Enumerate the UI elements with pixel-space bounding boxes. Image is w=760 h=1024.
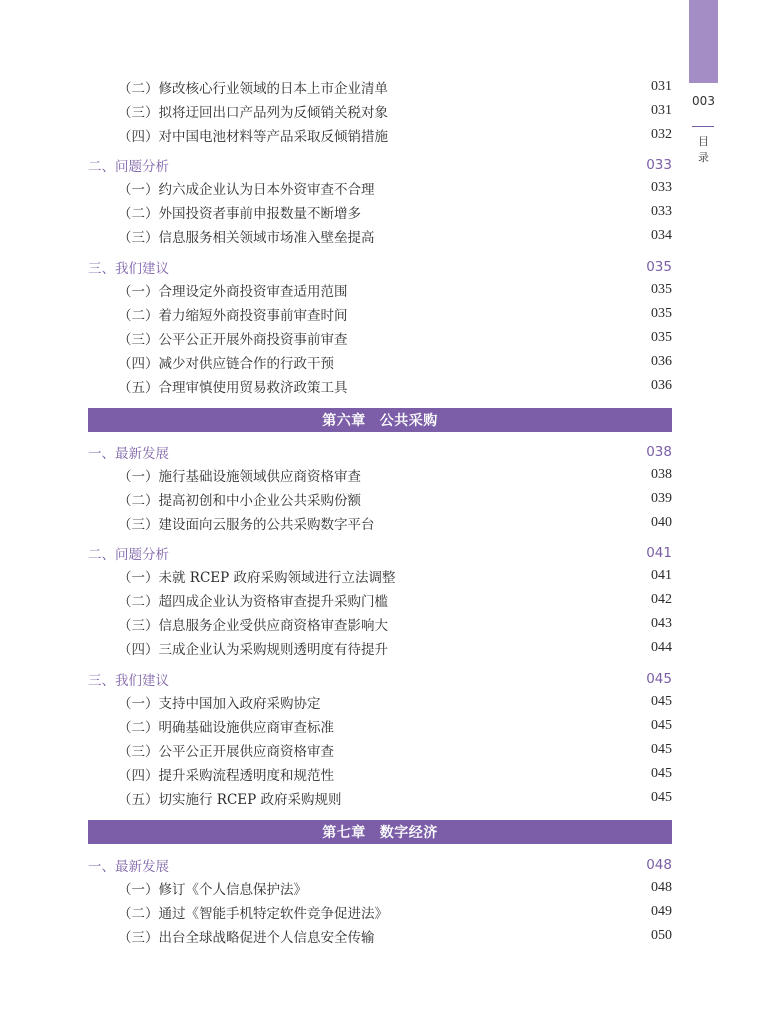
toc-item-row[interactable] <box>88 589 672 611</box>
side-label-char: 录 <box>698 151 709 164</box>
toc-item-row[interactable] <box>88 565 672 587</box>
toc-item-row[interactable] <box>88 76 672 98</box>
page-reference: 033 <box>651 180 672 195</box>
toc-item-row[interactable] <box>88 901 672 923</box>
page-reference: 048 <box>646 857 672 873</box>
page-reference: 048 <box>651 880 672 895</box>
item-title: （一）施行基础设施领域供应商资格审查 <box>118 469 361 485</box>
toc-section-row[interactable] <box>88 441 672 463</box>
page-reference: 038 <box>646 444 672 460</box>
item-title: （一）修订《个人信息保护法》 <box>118 882 307 898</box>
page-reference: 035 <box>651 330 672 345</box>
toc-item-row[interactable] <box>88 327 672 349</box>
item-title: （三）公平公正开展供应商资格审查 <box>118 744 334 760</box>
toc-item-row[interactable] <box>88 201 672 223</box>
item-title: （四）对中国电池材料等产品采取反倾销措施 <box>118 129 388 145</box>
page-reference: 035 <box>651 306 672 321</box>
side-divider <box>692 126 714 127</box>
page-reference: 034 <box>651 228 672 243</box>
item-title: （三）信息服务企业受供应商资格审查影响大 <box>118 618 388 634</box>
page-reference: 035 <box>651 282 672 297</box>
item-title: （二）修改核心行业领域的日本上市企业清单 <box>118 81 388 97</box>
toc-item-row[interactable] <box>88 925 672 947</box>
toc-section-row[interactable] <box>88 256 672 278</box>
section-title: 三、我们建议 <box>88 261 169 277</box>
page-reference: 045 <box>651 790 672 805</box>
chapter-heading <box>88 408 672 432</box>
toc-item-row[interactable] <box>88 225 672 247</box>
item-title: （二）明确基础设施供应商审查标准 <box>118 720 334 736</box>
page-reference: 039 <box>651 491 672 506</box>
page-reference: 045 <box>651 766 672 781</box>
item-title: （二）通过《智能手机特定软件竞争促进法》 <box>118 906 388 922</box>
page-reference: 045 <box>651 694 672 709</box>
item-title: （二）外国投资者事前申报数量不断增多 <box>118 206 361 222</box>
page-reference: 032 <box>651 127 672 142</box>
page-reference: 041 <box>651 568 672 583</box>
page-reference: 041 <box>646 545 672 561</box>
chapter-number: 第七章 <box>322 825 366 841</box>
item-title: （三）公平公正开展外商投资事前审查 <box>118 332 348 348</box>
item-title: （四）三成企业认为采购规则透明度有待提升 <box>118 642 388 658</box>
chapter-title: 数字经济 <box>379 825 438 841</box>
page-reference: 038 <box>651 467 672 482</box>
item-title: （三）拟将迂回出口产品列为反倾销关税对象 <box>118 105 388 121</box>
toc-item-row[interactable] <box>88 124 672 146</box>
page-reference: 033 <box>646 157 672 173</box>
toc-item-row[interactable] <box>88 279 672 301</box>
section-title: 二、问题分析 <box>88 547 169 563</box>
item-title: （一）合理设定外商投资审查适用范围 <box>118 284 348 300</box>
item-title: （一）支持中国加入政府采购协定 <box>118 696 321 712</box>
toc-item-row[interactable] <box>88 464 672 486</box>
toc-section-row[interactable] <box>88 668 672 690</box>
toc-item-row[interactable] <box>88 715 672 737</box>
page-reference: 036 <box>651 378 672 393</box>
toc-section-row[interactable] <box>88 542 672 564</box>
item-title: （二）提高初创和中小企业公共采购份额 <box>118 493 361 509</box>
item-title: （二）超四成企业认为资格审查提升采购门槛 <box>118 594 388 610</box>
page-reference: 031 <box>651 79 672 94</box>
item-title: （三）信息服务相关领域市场准入壁垒提高 <box>118 230 375 246</box>
toc-item-row[interactable] <box>88 763 672 785</box>
toc-item-row[interactable] <box>88 351 672 373</box>
side-label-char: 目 <box>698 135 709 148</box>
toc-item-row[interactable] <box>88 303 672 325</box>
toc-item-row[interactable] <box>88 613 672 635</box>
chapter-title: 公共采购 <box>379 413 438 429</box>
section-title: 二、问题分析 <box>88 159 169 175</box>
toc-item-row[interactable] <box>88 787 672 809</box>
toc-item-row[interactable] <box>88 877 672 899</box>
section-title: 一、最新发展 <box>88 446 169 462</box>
side-tab <box>689 0 718 83</box>
contents-side-label <box>689 134 718 166</box>
toc-item-row[interactable] <box>88 177 672 199</box>
page-reference: 049 <box>651 904 672 919</box>
toc-item-row[interactable] <box>88 739 672 761</box>
page-reference: 050 <box>651 928 672 943</box>
page-number: 003 <box>692 94 715 108</box>
item-title: （一）约六成企业认为日本外资审查不合理 <box>118 182 375 198</box>
toc-item-row[interactable] <box>88 691 672 713</box>
page-reference: 045 <box>646 671 672 687</box>
page-reference: 033 <box>651 204 672 219</box>
item-title: （三）出台全球战略促进个人信息安全传输 <box>118 930 375 946</box>
item-title: （五）合理审慎使用贸易救济政策工具 <box>118 380 348 396</box>
toc-item-row[interactable] <box>88 512 672 534</box>
page-reference: 042 <box>651 592 672 607</box>
toc-section-row[interactable] <box>88 854 672 876</box>
toc-item-row[interactable] <box>88 100 672 122</box>
page-reference: 036 <box>651 354 672 369</box>
chapter-heading <box>88 820 672 844</box>
page-reference: 031 <box>651 103 672 118</box>
item-title: （五）切实施行 RCEP 政府采购规则 <box>118 792 342 808</box>
item-title: （四）减少对供应链合作的行政干预 <box>118 356 334 372</box>
item-title: （一）未就 RCEP 政府采购领域进行立法调整 <box>118 570 396 586</box>
toc-section-row[interactable] <box>88 154 672 176</box>
toc-item-row[interactable] <box>88 375 672 397</box>
item-title: （三）建设面向云服务的公共采购数字平台 <box>118 517 375 533</box>
page-reference: 043 <box>651 616 672 631</box>
section-title: 一、最新发展 <box>88 859 169 875</box>
page-reference: 045 <box>651 742 672 757</box>
section-title: 三、我们建议 <box>88 673 169 689</box>
page-reference: 044 <box>651 640 672 655</box>
page-reference: 045 <box>651 718 672 733</box>
page-reference: 035 <box>646 259 672 275</box>
chapter-number: 第六章 <box>322 413 366 429</box>
toc-item-row[interactable] <box>88 488 672 510</box>
item-title: （四）提升采购流程透明度和规范性 <box>118 768 334 784</box>
page-reference: 040 <box>651 515 672 530</box>
item-title: （二）着力缩短外商投资事前审查时间 <box>118 308 348 324</box>
toc-item-row[interactable] <box>88 637 672 659</box>
